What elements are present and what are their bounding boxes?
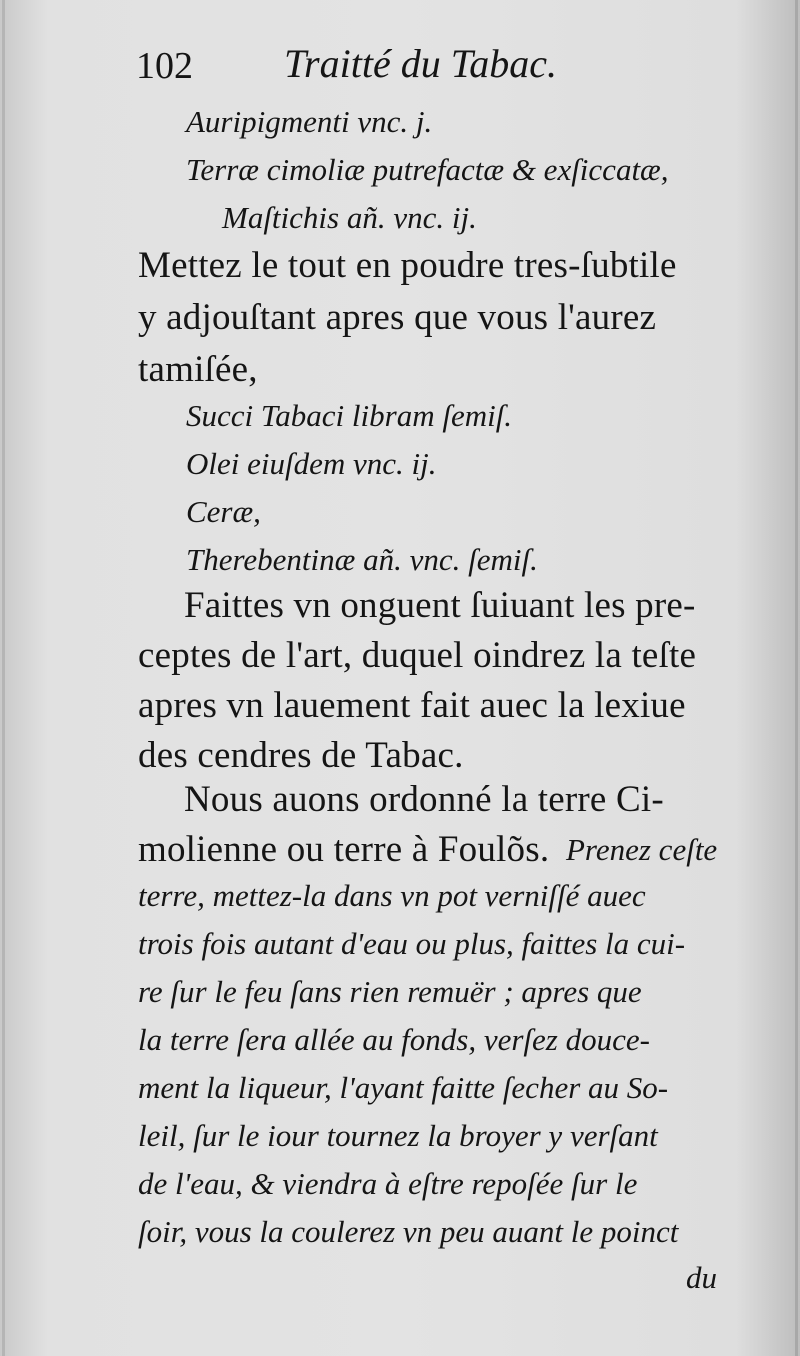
text-line: ceptes de l'art, duquel oindrez la teſte	[138, 635, 697, 676]
text-line: ſoir, vous la coulerez vn peu auant le poinct	[138, 1214, 679, 1249]
text-line: Ceræ,	[186, 494, 261, 529]
text-line: Prenez ceſte	[566, 832, 718, 867]
text-line: Maſtichis añ. vnc. ij.	[222, 200, 477, 235]
page-number: 102	[136, 45, 193, 87]
text-line: terre, mettez-la dans vn pot verniſſé auec	[138, 878, 646, 913]
text-line: des cendres de Tabac.	[138, 735, 464, 776]
catchword: du	[686, 1260, 717, 1295]
text-line: Nous auons ordonné la terre Ci-	[184, 779, 664, 820]
text-line: tamiſée,	[138, 349, 258, 390]
text-line: Faittes vn onguent ſuiuant les pre-	[184, 585, 696, 626]
text-line: apres vn lauement fait auec la lexiue	[138, 685, 686, 726]
text-line: y adjouſtant apres que vous l'aurez	[138, 297, 657, 338]
text-line: leil, ſur le iour tournez la broyer y verſant	[138, 1118, 658, 1153]
running-title: Traitté du Tabac.	[284, 41, 558, 86]
text-line: la terre ſera allée au fonds, verſez douce-	[138, 1022, 650, 1057]
text-line: Terræ cimoliæ putrefactæ & exſiccatæ,	[186, 152, 669, 187]
text-line: trois fois autant d'eau ou plus, faittes la cui-	[138, 926, 686, 961]
text-line: Succi Tabaci libram ſemiſ.	[186, 398, 513, 433]
text-line: Therebentinæ añ. vnc. ſemiſ.	[186, 542, 538, 577]
text-line: Mettez le tout en poudre tres-ſubtile	[138, 245, 677, 286]
text-line: molienne ou terre à Foulõs.	[138, 829, 550, 870]
text-line: de l'eau, & viendra à eſtre repoſée ſur le	[138, 1166, 638, 1201]
page-edge-right	[795, 0, 798, 1356]
text-line: Auripigmenti vnc. j.	[186, 104, 433, 139]
text-line: Olei eiuſdem vnc. ij.	[186, 446, 437, 481]
page-edge-left	[2, 0, 5, 1356]
text-line: ment la liqueur, l'ayant faitte ſecher au So-	[138, 1070, 669, 1105]
text-line: re ſur le feu ſans rien remuër ; apres que	[138, 974, 642, 1009]
